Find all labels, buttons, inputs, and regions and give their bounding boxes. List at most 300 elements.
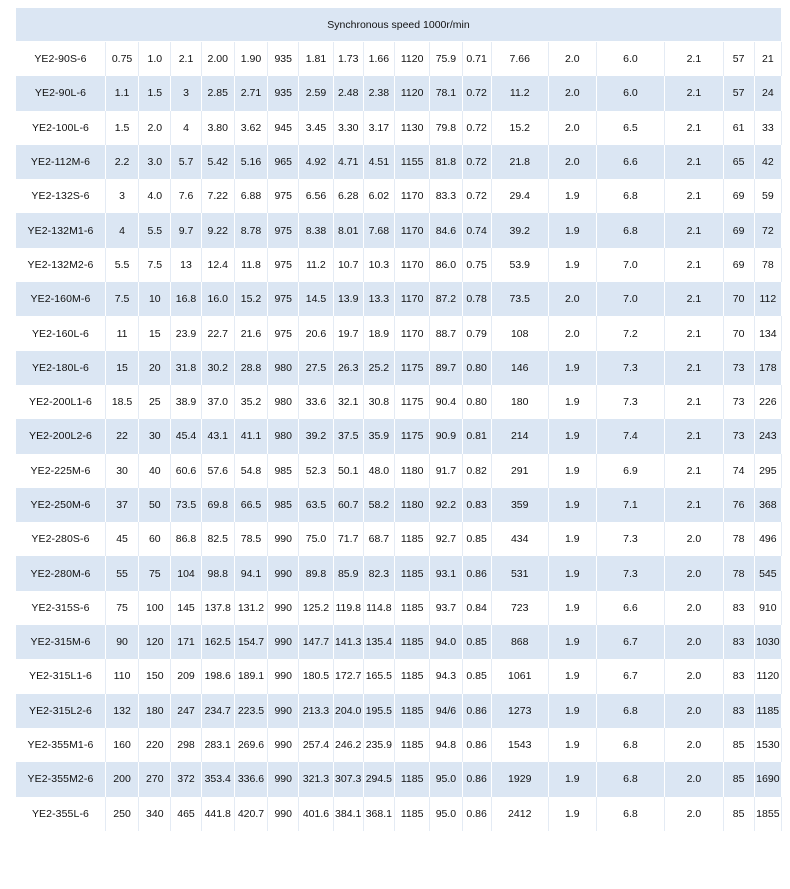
value-cell: 3.0 xyxy=(139,145,171,179)
value-cell: 2.0 xyxy=(665,797,723,831)
value-cell: 2.1 xyxy=(665,316,723,350)
value-cell: 868 xyxy=(491,625,548,659)
value-cell: 83 xyxy=(723,625,754,659)
value-cell: 39.2 xyxy=(491,213,548,247)
table-row xyxy=(16,556,782,590)
value-cell: 6.8 xyxy=(596,762,665,796)
value-cell: 33.6 xyxy=(299,385,333,419)
value-cell: 1.9 xyxy=(548,591,596,625)
value-cell: 336.6 xyxy=(234,762,267,796)
value-cell: 298 xyxy=(171,728,201,762)
value-cell: 2.0 xyxy=(665,659,723,693)
table-row xyxy=(16,522,782,556)
value-cell: 1530 xyxy=(754,728,781,762)
value-cell: 38.9 xyxy=(171,385,201,419)
value-cell: 78 xyxy=(754,248,781,282)
value-cell: 65 xyxy=(723,145,754,179)
value-cell: 5.16 xyxy=(234,145,267,179)
value-cell: 7.66 xyxy=(491,42,548,77)
value-cell: 2.1 xyxy=(665,351,723,385)
value-cell: 1170 xyxy=(394,316,429,350)
value-cell: 90.9 xyxy=(430,419,462,453)
value-cell: 1155 xyxy=(394,145,429,179)
value-cell: 75 xyxy=(139,556,171,590)
model-cell: YE2-355L-6 xyxy=(16,797,105,831)
header-row xyxy=(16,8,782,42)
model-cell: YE2-315L2-6 xyxy=(16,694,105,728)
table-row xyxy=(16,694,782,728)
value-cell: 24 xyxy=(754,76,781,110)
value-cell: 73 xyxy=(723,351,754,385)
value-cell: 0.83 xyxy=(462,488,491,522)
value-cell: 531 xyxy=(491,556,548,590)
value-cell: 2.0 xyxy=(665,522,723,556)
value-cell: 1.9 xyxy=(548,454,596,488)
value-cell: 2.1 xyxy=(665,111,723,145)
table-row xyxy=(16,145,782,179)
value-cell: 110 xyxy=(105,659,138,693)
value-cell: 2.38 xyxy=(363,76,394,110)
model-cell: YE2-280M-6 xyxy=(16,556,105,590)
value-cell: 0.80 xyxy=(462,351,491,385)
model-cell: YE2-160M-6 xyxy=(16,282,105,316)
value-cell: 150 xyxy=(139,659,171,693)
value-cell: 6.02 xyxy=(363,179,394,213)
value-cell: 545 xyxy=(754,556,781,590)
value-cell: 1061 xyxy=(491,659,548,693)
value-cell: 4.92 xyxy=(299,145,333,179)
value-cell: 7.5 xyxy=(105,282,138,316)
value-cell: 125.2 xyxy=(299,591,333,625)
value-cell: 321.3 xyxy=(299,762,333,796)
value-cell: 945 xyxy=(268,111,299,145)
value-cell: 195.5 xyxy=(363,694,394,728)
model-cell: YE2-280S-6 xyxy=(16,522,105,556)
value-cell: 2.1 xyxy=(665,248,723,282)
value-cell: 11.2 xyxy=(299,248,333,282)
value-cell: 2.0 xyxy=(665,728,723,762)
value-cell: 18.5 xyxy=(105,385,138,419)
value-cell: 30.2 xyxy=(201,351,234,385)
model-cell: YE2-355M2-6 xyxy=(16,762,105,796)
value-cell: 92.2 xyxy=(430,488,462,522)
model-cell: YE2-132M2-6 xyxy=(16,248,105,282)
value-cell: 2.1 xyxy=(665,282,723,316)
value-cell: 69 xyxy=(723,213,754,247)
value-cell: 26.3 xyxy=(333,351,363,385)
value-cell: 78.1 xyxy=(430,76,462,110)
value-cell: 171 xyxy=(171,625,201,659)
value-cell: 250 xyxy=(105,797,138,831)
value-cell: 13.9 xyxy=(333,282,363,316)
value-cell: 162.5 xyxy=(201,625,234,659)
value-cell: 20.6 xyxy=(299,316,333,350)
value-cell: 975 xyxy=(268,316,299,350)
value-cell: 0.86 xyxy=(462,762,491,796)
value-cell: 9.7 xyxy=(171,213,201,247)
value-cell: 0.86 xyxy=(462,694,491,728)
table-row xyxy=(16,488,782,522)
value-cell: 7.3 xyxy=(596,556,665,590)
table-row xyxy=(16,179,782,213)
value-cell: 6.9 xyxy=(596,454,665,488)
value-cell: 1185 xyxy=(394,728,429,762)
value-cell: 7.6 xyxy=(171,179,201,213)
value-cell: 6.88 xyxy=(234,179,267,213)
value-cell: 98.8 xyxy=(201,556,234,590)
value-cell: 94.0 xyxy=(430,625,462,659)
value-cell: 83 xyxy=(723,694,754,728)
value-cell: 1185 xyxy=(394,591,429,625)
value-cell: 25 xyxy=(139,385,171,419)
value-cell: 2.0 xyxy=(665,591,723,625)
value-cell: 0.78 xyxy=(462,282,491,316)
value-cell: 20 xyxy=(139,351,171,385)
value-cell: 372 xyxy=(171,762,201,796)
value-cell: 2.1 xyxy=(665,145,723,179)
table-row xyxy=(16,625,782,659)
value-cell: 13 xyxy=(171,248,201,282)
value-cell: 23.9 xyxy=(171,316,201,350)
value-cell: 5.7 xyxy=(171,145,201,179)
value-cell: 90.4 xyxy=(430,385,462,419)
value-cell: 93.1 xyxy=(430,556,462,590)
value-cell: 95.0 xyxy=(430,797,462,831)
value-cell: 1185 xyxy=(394,762,429,796)
value-cell: 985 xyxy=(268,454,299,488)
value-cell: 2.1 xyxy=(171,42,201,77)
value-cell: 73 xyxy=(723,419,754,453)
value-cell: 7.68 xyxy=(363,213,394,247)
value-cell: 0.75 xyxy=(105,42,138,77)
value-cell: 69 xyxy=(723,248,754,282)
value-cell: 2.59 xyxy=(299,76,333,110)
value-cell: 1170 xyxy=(394,282,429,316)
value-cell: 1.9 xyxy=(548,659,596,693)
value-cell: 14.5 xyxy=(299,282,333,316)
value-cell: 43.1 xyxy=(201,419,234,453)
value-cell: 1.9 xyxy=(548,625,596,659)
value-cell: 35.2 xyxy=(234,385,267,419)
table-row xyxy=(16,591,782,625)
value-cell: 85 xyxy=(723,797,754,831)
model-cell: YE2-90L-6 xyxy=(16,76,105,110)
table-body xyxy=(16,8,782,831)
value-cell: 6.8 xyxy=(596,694,665,728)
table-row xyxy=(16,454,782,488)
value-cell: 114.8 xyxy=(363,591,394,625)
value-cell: 22.7 xyxy=(201,316,234,350)
value-cell: 30 xyxy=(105,454,138,488)
value-cell: 723 xyxy=(491,591,548,625)
value-cell: 71.7 xyxy=(333,522,363,556)
value-cell: 384.1 xyxy=(333,797,363,831)
model-cell: YE2-132M1-6 xyxy=(16,213,105,247)
value-cell: 21.8 xyxy=(491,145,548,179)
value-cell: 11 xyxy=(105,316,138,350)
value-cell: 69 xyxy=(723,179,754,213)
value-cell: 3.45 xyxy=(299,111,333,145)
value-cell: 2.0 xyxy=(665,694,723,728)
model-cell: YE2-100L-6 xyxy=(16,111,105,145)
value-cell: 220 xyxy=(139,728,171,762)
value-cell: 72 xyxy=(754,213,781,247)
value-cell: 209 xyxy=(171,659,201,693)
value-cell: 1175 xyxy=(394,419,429,453)
value-cell: 137.8 xyxy=(201,591,234,625)
value-cell: 935 xyxy=(268,76,299,110)
value-cell: 1855 xyxy=(754,797,781,831)
value-cell: 353.4 xyxy=(201,762,234,796)
value-cell: 87.2 xyxy=(430,282,462,316)
value-cell: 19.7 xyxy=(333,316,363,350)
value-cell: 6.0 xyxy=(596,76,665,110)
table-row xyxy=(16,659,782,693)
value-cell: 2.00 xyxy=(201,42,234,77)
value-cell: 1120 xyxy=(394,76,429,110)
value-cell: 22 xyxy=(105,419,138,453)
value-cell: 1.5 xyxy=(139,76,171,110)
value-cell: 0.75 xyxy=(462,248,491,282)
value-cell: 2.1 xyxy=(665,179,723,213)
value-cell: 965 xyxy=(268,145,299,179)
value-cell: 4 xyxy=(105,213,138,247)
value-cell: 81.8 xyxy=(430,145,462,179)
table-row xyxy=(16,42,782,77)
value-cell: 52.3 xyxy=(299,454,333,488)
value-cell: 1.9 xyxy=(548,762,596,796)
value-cell: 37 xyxy=(105,488,138,522)
value-cell: 2.1 xyxy=(665,419,723,453)
value-cell: 27.5 xyxy=(299,351,333,385)
motor-spec-table xyxy=(16,8,782,831)
value-cell: 4.0 xyxy=(139,179,171,213)
value-cell: 60 xyxy=(139,522,171,556)
value-cell: 7.2 xyxy=(596,316,665,350)
value-cell: 1120 xyxy=(394,42,429,77)
value-cell: 975 xyxy=(268,213,299,247)
value-cell: 83.3 xyxy=(430,179,462,213)
value-cell: 307.3 xyxy=(333,762,363,796)
model-cell: YE2-225M-6 xyxy=(16,454,105,488)
value-cell: 92.7 xyxy=(430,522,462,556)
value-cell: 82.3 xyxy=(363,556,394,590)
value-cell: 401.6 xyxy=(299,797,333,831)
value-cell: 2.85 xyxy=(201,76,234,110)
value-cell: 6.7 xyxy=(596,625,665,659)
value-cell: 0.85 xyxy=(462,659,491,693)
value-cell: 10 xyxy=(139,282,171,316)
value-cell: 66.5 xyxy=(234,488,267,522)
value-cell: 1273 xyxy=(491,694,548,728)
value-cell: 0.84 xyxy=(462,591,491,625)
value-cell: 1170 xyxy=(394,248,429,282)
value-cell: 45 xyxy=(105,522,138,556)
value-cell: 4 xyxy=(171,111,201,145)
value-cell: 291 xyxy=(491,454,548,488)
value-cell: 12.4 xyxy=(201,248,234,282)
value-cell: 270 xyxy=(139,762,171,796)
value-cell: 69.8 xyxy=(201,488,234,522)
value-cell: 74 xyxy=(723,454,754,488)
value-cell: 9.22 xyxy=(201,213,234,247)
value-cell: 990 xyxy=(268,659,299,693)
value-cell: 1.9 xyxy=(548,248,596,282)
value-cell: 975 xyxy=(268,248,299,282)
value-cell: 31.8 xyxy=(171,351,201,385)
value-cell: 1175 xyxy=(394,351,429,385)
value-cell: 0.86 xyxy=(462,556,491,590)
value-cell: 465 xyxy=(171,797,201,831)
value-cell: 1.5 xyxy=(105,111,138,145)
value-cell: 73.5 xyxy=(171,488,201,522)
value-cell: 131.2 xyxy=(234,591,267,625)
value-cell: 10.3 xyxy=(363,248,394,282)
value-cell: 340 xyxy=(139,797,171,831)
value-cell: 434 xyxy=(491,522,548,556)
value-cell: 0.86 xyxy=(462,797,491,831)
value-cell: 198.6 xyxy=(201,659,234,693)
value-cell: 94.8 xyxy=(430,728,462,762)
value-cell: 5.42 xyxy=(201,145,234,179)
value-cell: 2412 xyxy=(491,797,548,831)
value-cell: 145 xyxy=(171,591,201,625)
value-cell: 247 xyxy=(171,694,201,728)
value-cell: 1120 xyxy=(754,659,781,693)
table-row xyxy=(16,213,782,247)
value-cell: 85 xyxy=(723,762,754,796)
value-cell: 935 xyxy=(268,42,299,77)
value-cell: 6.56 xyxy=(299,179,333,213)
value-cell: 2.71 xyxy=(234,76,267,110)
value-cell: 89.8 xyxy=(299,556,333,590)
value-cell: 93.7 xyxy=(430,591,462,625)
model-cell: YE2-90S-6 xyxy=(16,42,105,77)
value-cell: 15.2 xyxy=(491,111,548,145)
value-cell: 30.8 xyxy=(363,385,394,419)
value-cell: 160 xyxy=(105,728,138,762)
value-cell: 246.2 xyxy=(333,728,363,762)
value-cell: 40 xyxy=(139,454,171,488)
value-cell: 60.6 xyxy=(171,454,201,488)
value-cell: 0.74 xyxy=(462,213,491,247)
value-cell: 60.7 xyxy=(333,488,363,522)
value-cell: 132 xyxy=(105,694,138,728)
value-cell: 1.9 xyxy=(548,213,596,247)
value-cell: 2.0 xyxy=(139,111,171,145)
value-cell: 1185 xyxy=(394,625,429,659)
value-cell: 1929 xyxy=(491,762,548,796)
table-row xyxy=(16,111,782,145)
value-cell: 180 xyxy=(491,385,548,419)
value-cell: 50 xyxy=(139,488,171,522)
value-cell: 120 xyxy=(139,625,171,659)
value-cell: 1690 xyxy=(754,762,781,796)
value-cell: 6.8 xyxy=(596,728,665,762)
value-cell: 68.7 xyxy=(363,522,394,556)
value-cell: 1.1 xyxy=(105,76,138,110)
value-cell: 0.81 xyxy=(462,419,491,453)
table-row xyxy=(16,248,782,282)
value-cell: 2.0 xyxy=(548,42,596,77)
value-cell: 223.5 xyxy=(234,694,267,728)
value-cell: 3 xyxy=(171,76,201,110)
value-cell: 25.2 xyxy=(363,351,394,385)
value-cell: 2.1 xyxy=(665,213,723,247)
value-cell: 141.3 xyxy=(333,625,363,659)
value-cell: 2.2 xyxy=(105,145,138,179)
value-cell: 2.1 xyxy=(665,454,723,488)
value-cell: 3.62 xyxy=(234,111,267,145)
value-cell: 8.78 xyxy=(234,213,267,247)
synchronous-speed-header: Synchronous speed 1000r/min xyxy=(16,8,782,42)
value-cell: 35.9 xyxy=(363,419,394,453)
model-cell: YE2-112M-6 xyxy=(16,145,105,179)
value-cell: 39.2 xyxy=(299,419,333,453)
value-cell: 53.9 xyxy=(491,248,548,282)
value-cell: 119.8 xyxy=(333,591,363,625)
value-cell: 94/6 xyxy=(430,694,462,728)
value-cell: 1.9 xyxy=(548,385,596,419)
model-cell: YE2-200L1-6 xyxy=(16,385,105,419)
value-cell: 11.2 xyxy=(491,76,548,110)
value-cell: 15 xyxy=(105,351,138,385)
value-cell: 180.5 xyxy=(299,659,333,693)
value-cell: 172.7 xyxy=(333,659,363,693)
value-cell: 0.85 xyxy=(462,522,491,556)
value-cell: 75 xyxy=(105,591,138,625)
value-cell: 1170 xyxy=(394,213,429,247)
value-cell: 1.9 xyxy=(548,556,596,590)
value-cell: 57.6 xyxy=(201,454,234,488)
value-cell: 1.9 xyxy=(548,522,596,556)
value-cell: 21 xyxy=(754,42,781,77)
value-cell: 980 xyxy=(268,419,299,453)
value-cell: 86.0 xyxy=(430,248,462,282)
value-cell: 980 xyxy=(268,385,299,419)
value-cell: 3.30 xyxy=(333,111,363,145)
value-cell: 0.79 xyxy=(462,316,491,350)
value-cell: 1.9 xyxy=(548,351,596,385)
value-cell: 85.9 xyxy=(333,556,363,590)
model-cell: YE2-180L-6 xyxy=(16,351,105,385)
value-cell: 76 xyxy=(723,488,754,522)
value-cell: 2.0 xyxy=(548,316,596,350)
value-cell: 104 xyxy=(171,556,201,590)
model-cell: YE2-250M-6 xyxy=(16,488,105,522)
value-cell: 204.0 xyxy=(333,694,363,728)
value-cell: 8.38 xyxy=(299,213,333,247)
value-cell: 1130 xyxy=(394,111,429,145)
value-cell: 189.1 xyxy=(234,659,267,693)
value-cell: 2.0 xyxy=(665,762,723,796)
value-cell: 1175 xyxy=(394,385,429,419)
value-cell: 990 xyxy=(268,625,299,659)
value-cell: 2.0 xyxy=(548,76,596,110)
table-row xyxy=(16,316,782,350)
value-cell: 269.6 xyxy=(234,728,267,762)
value-cell: 200 xyxy=(105,762,138,796)
value-cell: 7.3 xyxy=(596,522,665,556)
value-cell: 0.80 xyxy=(462,385,491,419)
value-cell: 134 xyxy=(754,316,781,350)
value-cell: 37.5 xyxy=(333,419,363,453)
value-cell: 48.0 xyxy=(363,454,394,488)
value-cell: 146 xyxy=(491,351,548,385)
value-cell: 359 xyxy=(491,488,548,522)
value-cell: 57 xyxy=(723,42,754,77)
value-cell: 7.3 xyxy=(596,385,665,419)
